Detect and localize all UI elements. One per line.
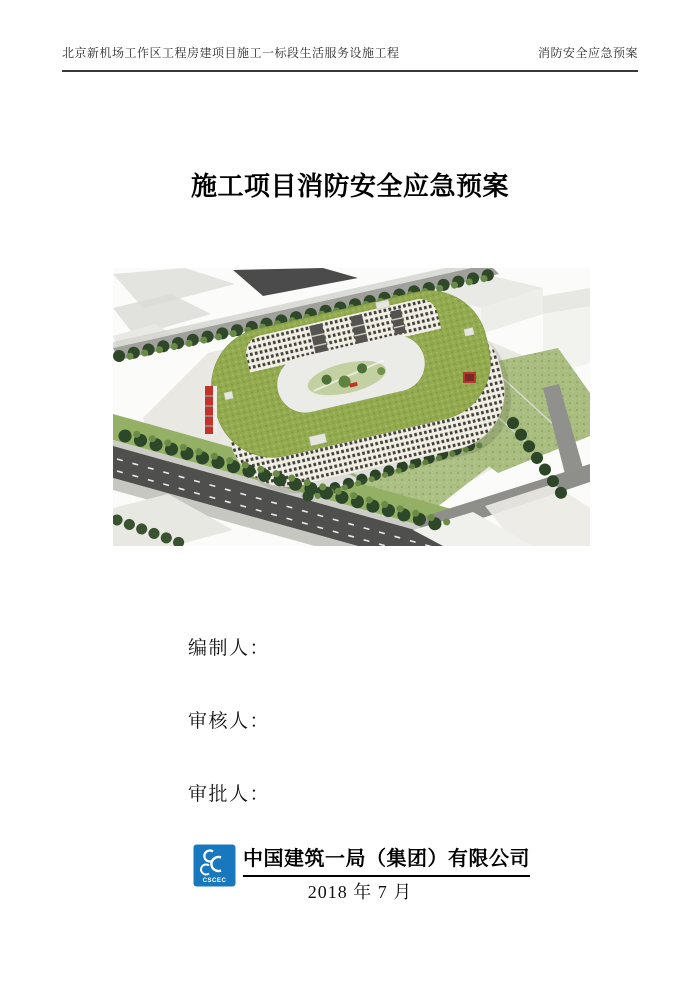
- header-project-name: 北京新机场工作区工程房建项目施工一标段生活服务设施工程: [62, 46, 400, 60]
- building-rendering-image: [113, 268, 590, 546]
- signer-row-compiler: 编制人：: [188, 638, 271, 659]
- building-rendering-graphic: [113, 268, 590, 546]
- cscec-logo-text: CSCEC: [202, 877, 227, 884]
- publish-date: 2018 年 7 月: [307, 882, 413, 902]
- header-doc-type: 消防安全应急预案: [537, 46, 638, 60]
- signer-row-approver: 审批人：: [188, 784, 271, 805]
- signer-row-reviewer: 审核人：: [188, 711, 271, 732]
- company-name: 中国建筑一局（集团）有限公司: [243, 842, 530, 877]
- page-header: [62, 44, 638, 72]
- cover-title: 施工项目消防安全应急预案: [190, 172, 509, 201]
